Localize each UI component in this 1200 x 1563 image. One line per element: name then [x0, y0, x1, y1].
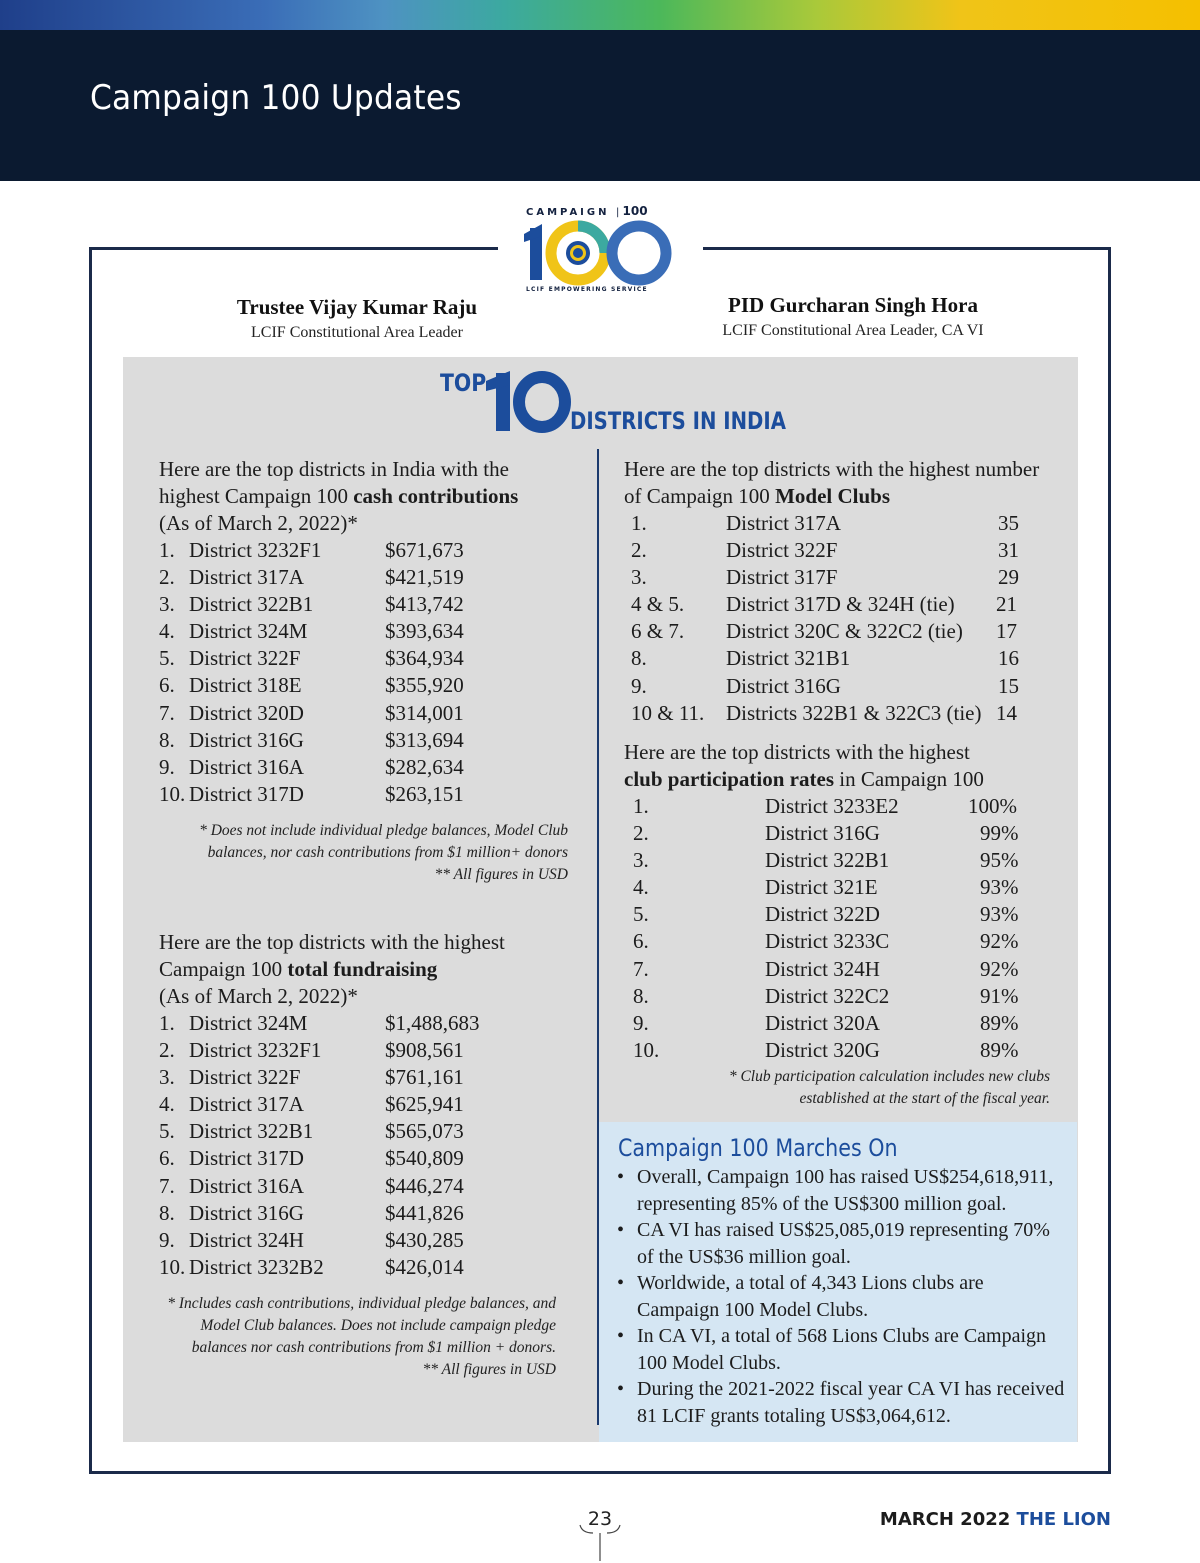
list-item: 10. District 3232B2 $426,014	[159, 1254, 464, 1279]
list-item: • Overall, Campaign 100 has raised US$254,618,911, representing 85% of the US$300 million goal.	[615, 1164, 1065, 1217]
magazine-footer	[880, 1509, 1111, 1530]
list-item: 8. District 316G $313,694	[159, 727, 464, 752]
participation-intro: Here are the top districts with the highest club participation rates in Campaign 100	[624, 740, 984, 791]
list-item: 9. District 316A $282,634	[159, 754, 464, 779]
list-item: 9. District 320A 89%	[633, 1010, 1019, 1035]
total-list	[159, 1010, 589, 1281]
top-gradient-bar	[0, 0, 1200, 30]
marches-on-title: Campaign 100 Marches On	[618, 1134, 898, 1162]
list-item: 6. District 317D $540,809	[159, 1146, 464, 1171]
model-intro: Here are the top districts with the highest number of Campaign 100 Model Clubs	[624, 457, 1040, 508]
marches-on-list	[615, 1164, 1065, 1429]
cash-contributions-section	[159, 456, 589, 886]
top10-number-graphic	[484, 369, 574, 433]
cash-footnote: * Does not include individual pledge balances, Model Club balances, nor cash contributions from $1 million+ donors ** All figures in USD	[199, 821, 568, 883]
top10-subtitle: DISTRICTS IN INDIA	[570, 407, 786, 435]
participation-list	[624, 793, 1064, 1064]
logo-100-graphic	[516, 200, 684, 298]
list-item: 8. District 322C2 91%	[633, 983, 1019, 1008]
page-title: Campaign 100 Updates	[90, 78, 462, 118]
list-item: 1. District 3233E2 100%	[633, 794, 1017, 818]
total-intro: Here are the top districts with the highest Campaign 100 total fundraising (As of March 2, 2022)*	[159, 930, 505, 1008]
list-item: • In CA VI, a total of 568 Lions Clubs are Campaign 100 Model Clubs.	[615, 1323, 1065, 1376]
list-item: 3. District 322B1 $413,742	[159, 592, 464, 617]
model-clubs-section	[624, 456, 1064, 727]
list-item: 4. District 317A $625,941	[159, 1092, 464, 1117]
top-10-heading	[440, 369, 786, 439]
list-item: 4. District 324M $393,634	[159, 619, 464, 644]
marches-on-box	[599, 1122, 1077, 1442]
list-item: 9. District 324H $430,285	[159, 1227, 464, 1252]
list-item: 5. District 322F $364,934	[159, 646, 464, 671]
list-item: 1. District 3232F1 $671,673	[159, 538, 464, 562]
page-number: 23	[587, 1508, 613, 1530]
list-item: 6. District 318E $355,920	[159, 673, 464, 698]
logo-top-number: 100	[622, 204, 648, 218]
list-item: 2. District 3232F1 $908,561	[159, 1038, 464, 1063]
list-item: 2. District 316G 99%	[633, 821, 1019, 846]
leader-right	[700, 293, 1006, 340]
logo-tagline: LCIF EMPOWERING SERVICE	[526, 286, 648, 293]
leader-role: LCIF Constitutional Area Leader, CA VI	[722, 322, 984, 339]
list-item: 7. District 320D $314,001	[159, 700, 464, 725]
list-item: 9. District 316G 15	[631, 673, 1019, 698]
logo-top-text: CAMPAIGN	[526, 207, 610, 218]
list-item: 3. District 317F 29	[631, 565, 1019, 590]
participation-section	[624, 739, 1064, 1110]
list-item: 4. District 321E 93%	[633, 875, 1019, 900]
participation-footnote: * Club participation calculation includes new clubs established at the start of the fiscal year.	[728, 1067, 1050, 1107]
list-item: 8. District 321B1 16	[631, 646, 1019, 671]
list-item: 10. District 320G 89%	[633, 1037, 1019, 1062]
list-item: 10 & 11. Districts 322B1 & 322C3 (tie) 14	[631, 700, 1017, 725]
list-item: 2. District 322F 31	[631, 538, 1019, 563]
list-item: • Worldwide, a total of 4,343 Lions clubs are Campaign 100 Model Clubs.	[615, 1270, 1065, 1323]
campaign-100-logo: CAMPAIGN | 100 LCIF EMPOWERING SERVICE	[516, 200, 684, 298]
top10-top-text: TOP	[440, 369, 487, 397]
list-item: 10. District 317D $263,151	[159, 781, 464, 806]
list-item: • CA VI has raised US$25,085,019 representing 70% of the US$36 million goal.	[615, 1217, 1065, 1270]
list-item: 3. District 322F $761,161	[159, 1065, 464, 1090]
list-item: 6 & 7. District 320C & 322C2 (tie) 17	[631, 619, 1017, 644]
cash-intro: Here are the top districts in India with the highest Campaign 100 cash contributions (As of March 2, 2022)*	[159, 457, 519, 535]
list-item: 7. District 324H 92%	[633, 956, 1019, 981]
list-item: 5. District 322D 93%	[633, 902, 1019, 927]
list-item: 4 & 5. District 317D & 324H (tie) 21	[631, 592, 1017, 617]
cash-list	[159, 537, 589, 808]
list-item: • During the 2021-2022 fiscal year CA VI has received 81 LCIF grants totaling US$3,064,612.	[615, 1376, 1065, 1429]
list-item: 5. District 322B1 $565,073	[159, 1119, 464, 1144]
leader-role: LCIF Constitutional Area Leader	[251, 324, 463, 341]
total-footnote: * Includes cash contributions, individual pledge balances, and Model Club balances. Does not include campaign pledge balances nor cash contributions from $1 million + donors. ** All figures in USD	[167, 1294, 556, 1378]
issue-date: MARCH 2022	[879, 1509, 1011, 1530]
magazine-name: THE LION	[1016, 1509, 1111, 1530]
model-list	[624, 510, 1064, 727]
total-fundraising-section	[159, 929, 589, 1381]
list-item: 2. District 317A $421,519	[159, 565, 464, 590]
list-item: 7. District 316A $446,274	[159, 1173, 464, 1198]
list-item: 8. District 316G $441,826	[159, 1200, 464, 1225]
list-item: 1. District 317A 35	[631, 511, 1019, 535]
leader-left	[226, 295, 488, 342]
list-item: 6. District 3233C 92%	[633, 929, 1019, 954]
list-item: 1. District 324M $1,488,683	[159, 1011, 480, 1035]
leader-name: Trustee Vijay Kumar Raju	[236, 295, 478, 319]
leader-name: PID Gurcharan Singh Hora	[728, 293, 978, 317]
list-item: 3. District 322B1 95%	[633, 848, 1019, 873]
